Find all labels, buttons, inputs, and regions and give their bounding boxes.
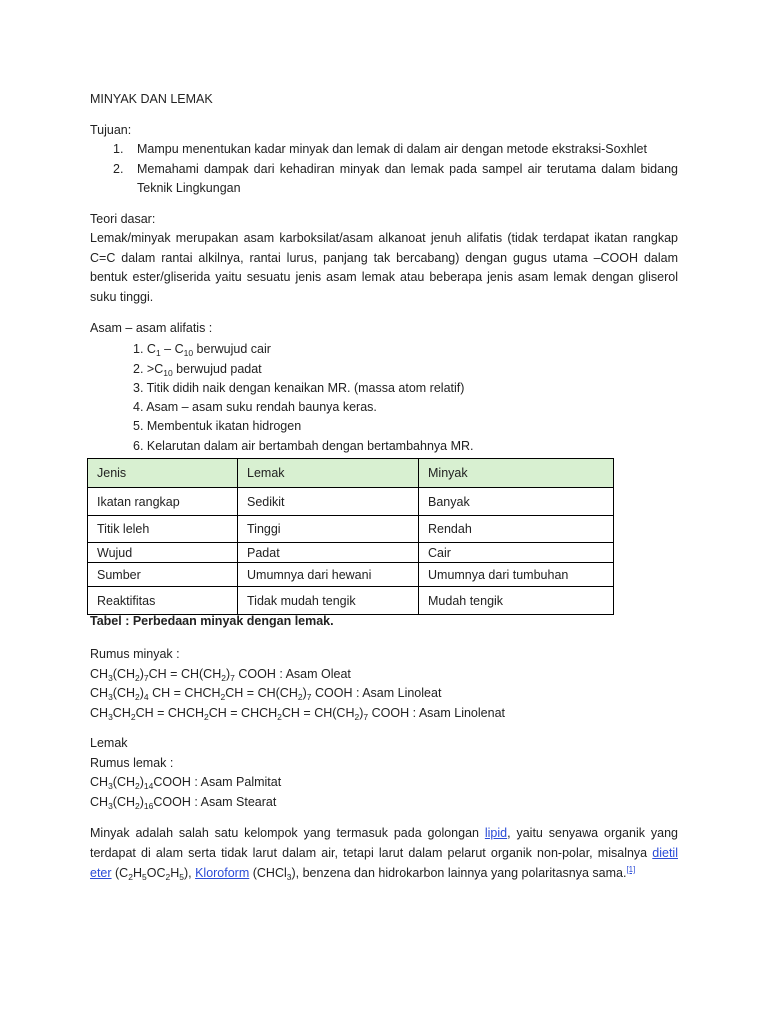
asam-item [133, 417, 678, 436]
text-run: COOH : Asam Stearat [153, 794, 277, 809]
table-cell: Banyak [419, 488, 614, 516]
table-cell: Tinggi [238, 516, 419, 543]
table-cell: Sedikit [238, 488, 419, 516]
table-row [88, 587, 614, 615]
rumus-minyak-section [90, 645, 678, 723]
text-run: 1. C [133, 342, 156, 357]
text-run: 2. >C [133, 361, 164, 376]
teori-dasar-section [90, 210, 678, 308]
text-run: ), [183, 865, 196, 880]
table-row [88, 516, 614, 543]
link-lipid[interactable]: lipid [484, 826, 508, 841]
formula-line [90, 773, 678, 793]
lemak-section [90, 734, 678, 812]
minyak-paragraph [90, 824, 678, 883]
table-cell: Rendah [419, 516, 614, 543]
teori-line: C=C dalam rantai alkilnya, rantai lurus, panjang tak bercabang) dengan gugus utama –COOH dalam [90, 250, 678, 265]
text-run: ) [139, 775, 144, 790]
text-run: ) [139, 666, 144, 681]
table-cell: Ikatan rangkap [88, 488, 238, 516]
subscript: 7 [143, 672, 149, 683]
text-run: ) [139, 686, 144, 701]
comparison-table [87, 458, 614, 615]
teori-line: Lemak/minyak merupakan asam karboksilat/asam alkanoat jenuh alifatis (tidak terdapat ikatan rangkap [90, 231, 678, 246]
table-row [88, 563, 614, 587]
subscript: 2 [135, 672, 140, 683]
text-run: 4. Asam – asam suku rendah baunya keras. [133, 400, 377, 415]
text-run: – C [160, 342, 184, 357]
asam-item [133, 437, 678, 456]
table-row [88, 488, 614, 516]
table-cell: Mudah tengik [419, 587, 614, 615]
subscript: 2 [135, 781, 140, 792]
tujuan-item-text: Teknik Lingkungan [137, 181, 241, 196]
subscript: 2 [220, 692, 226, 703]
subscript: 7 [306, 692, 312, 703]
subscript: 3 [108, 692, 113, 703]
subscript: 3 [108, 781, 113, 792]
tujuan-item [90, 160, 678, 199]
text-run: CH = CHCH [208, 705, 278, 720]
text-run: ) [302, 686, 307, 701]
subscript: 2 [128, 871, 133, 882]
text-run: CH [90, 686, 109, 701]
table-caption-text: Tabel : Perbedaan minyak dengan lemak. [90, 614, 334, 628]
footnote-ref[interactable]: [1] [626, 864, 636, 874]
asam-list [90, 340, 678, 456]
teori-line: bentuk ester/gliserida yaitu sesuatu jenis asam lemak atau beberapa jenis asam lemak dengan gliserol [90, 270, 678, 285]
subscript: 2 [221, 672, 226, 683]
link-eter[interactable]: eter [90, 865, 112, 880]
subscript: 2 [354, 711, 360, 722]
text-run: H [170, 865, 180, 880]
formula-line [90, 684, 678, 704]
table-cell: Reaktifitas [88, 587, 238, 615]
table-row [88, 543, 614, 563]
table-cell: Umumnya dari tumbuhan [419, 563, 614, 587]
table-cell: Padat [238, 543, 419, 563]
teori-heading: Teori dasar: [90, 211, 156, 226]
subscript: 10 [163, 367, 173, 378]
table-header-cell: Lemak [238, 459, 419, 488]
text-run: 3. Titik didih naik dengan kenaikan MR. (massa atom relatif) [133, 380, 465, 395]
asam-item [133, 379, 678, 398]
text-run: CH [90, 666, 109, 681]
text-run: (CHCl [249, 865, 287, 880]
formula-line [90, 793, 678, 813]
asam-item [133, 340, 678, 359]
tujuan-item-text: Memahami dampak dari kehadiran minyak dan lemak pada sampel air terutama dalam bidang [137, 161, 678, 176]
subscript: 5 [179, 871, 184, 882]
paragraph-line [90, 824, 678, 844]
table-cell: Umumnya dari hewani [238, 563, 419, 587]
text-run: CH = CHCH [135, 705, 205, 720]
subscript: 2 [277, 711, 282, 722]
table-cell: Sumber [88, 563, 238, 587]
text-run: (CH [112, 666, 136, 681]
tujuan-item [90, 140, 678, 160]
document-title [90, 90, 678, 110]
subscript: 2 [135, 800, 140, 811]
rumus-lemak-heading: Rumus lemak : [90, 755, 174, 770]
asam-alifatis-section [90, 319, 678, 456]
formula-line [90, 704, 678, 724]
asam-heading: Asam – asam alifatis : [90, 321, 213, 335]
subscript: 2 [204, 711, 209, 722]
subscript: 2 [130, 711, 136, 722]
table-cell: Tidak mudah tengik [238, 587, 419, 615]
subscript: 14 [143, 781, 154, 792]
text-run: COOH : Asam Linoleat [311, 686, 442, 701]
asam-item [133, 360, 678, 379]
table-caption [90, 612, 678, 632]
text-run: ), benzena dan hidrokarbon lainnya yang polaritasnya sama. [291, 865, 627, 880]
text-run: , yaitu senyawa organik yang [507, 826, 678, 841]
link-dietil[interactable]: dietil [652, 845, 678, 860]
table-header-cell: Minyak [419, 459, 614, 488]
text-run: (CH [112, 775, 136, 790]
tujuan-item-text: Mampu menentukan kadar minyak dan lemak di dalam air dengan metode ekstraksi-Soxhlet [137, 142, 647, 157]
title-text: MINYAK DAN LEMAK [90, 92, 213, 107]
text-run: CH [112, 705, 131, 720]
asam-item [133, 398, 678, 417]
text-run: H [132, 865, 142, 880]
text-run: CH [90, 775, 109, 790]
lemak-heading: Lemak [90, 736, 128, 751]
subscript: 4 [143, 692, 149, 703]
text-run: (C [111, 865, 129, 880]
paragraph-line [90, 844, 678, 864]
text-run: ) [359, 705, 364, 720]
teori-line: suku tinggi. [90, 289, 154, 304]
table-cell: Titik leleh [88, 516, 238, 543]
text-run: berwujud padat [172, 361, 262, 376]
text-run: COOH : Asam Palmitat [153, 775, 282, 790]
tujuan-section [90, 121, 678, 199]
paragraph-line [90, 864, 678, 884]
text-run: CH = CHCH [148, 686, 221, 701]
text-run: (CH [112, 686, 136, 701]
text-run: 6. Kelarutan dalam air bertambah dengan bertambahnya MR. [133, 438, 474, 453]
text-run: ) [139, 794, 144, 809]
subscript: 3 [108, 711, 113, 722]
text-run: Minyak adalah salah satu kelompok yang termasuk pada golongan [90, 826, 485, 841]
list-number: 2. [113, 161, 124, 176]
subscript: 5 [141, 871, 147, 882]
text-run: 5. Membentuk ikatan hidrogen [133, 419, 302, 434]
subscript: 2 [297, 692, 303, 703]
table-header-row [88, 459, 614, 488]
text-run: COOH : Asam Linolenat [368, 705, 505, 720]
table-header-cell: Jenis [88, 459, 238, 488]
subscript: 10 [183, 348, 194, 359]
subscript: 3 [108, 800, 113, 811]
text-run: OC [146, 865, 166, 880]
subscript: 2 [165, 871, 171, 882]
text-run: COOH : Asam Oleat [234, 666, 351, 681]
subscript: 7 [230, 672, 235, 683]
text-run: ) [225, 666, 231, 681]
text-run: CH = CH(CH [225, 686, 298, 701]
text-run: (CH [112, 794, 136, 809]
rumus-minyak-heading: Rumus minyak : [90, 647, 180, 662]
subscript: 1 [155, 348, 161, 359]
text-run: CH = CH(CH [281, 705, 355, 720]
table-cell: Wujud [88, 543, 238, 563]
subscript: 3 [108, 672, 113, 683]
list-number: 1. [113, 142, 124, 157]
link-kloroform[interactable]: Kloroform [195, 865, 250, 880]
text-run: CH [90, 794, 109, 809]
text-run: CH [90, 705, 109, 720]
subscript: 16 [143, 800, 154, 811]
subscript: 7 [363, 711, 369, 722]
subscript: 2 [135, 692, 140, 703]
text-run: berwujud cair [193, 342, 271, 357]
text-run: CH = CH(CH [148, 666, 222, 681]
formula-line [90, 665, 678, 685]
table-cell: Cair [419, 543, 614, 563]
subscript: 3 [286, 871, 292, 882]
text-run: terdapat di alam serta tidak larut dalam air, tetapi larut dalam pelarut organik non-polar, misalnya [90, 845, 653, 860]
tujuan-heading: Tujuan: [90, 122, 132, 137]
